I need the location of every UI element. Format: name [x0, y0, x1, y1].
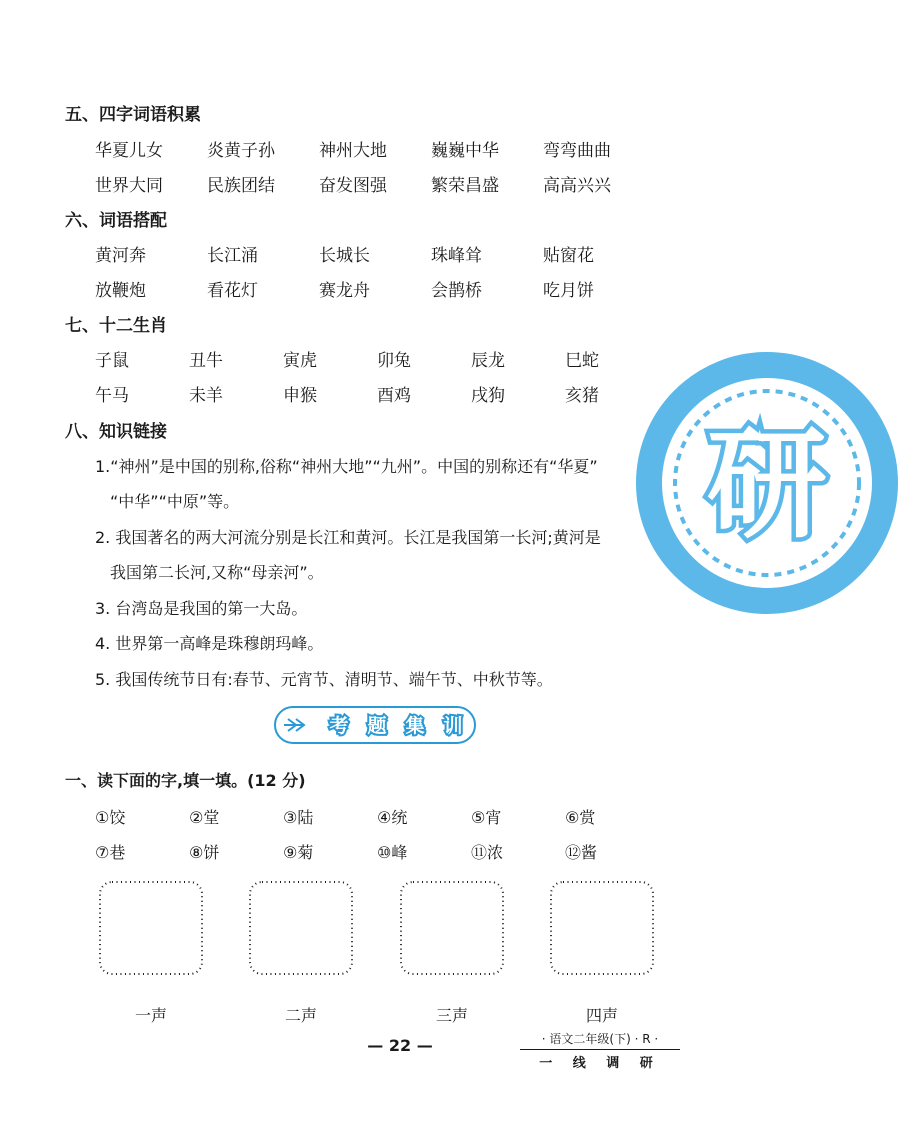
book-title: · 语文二年级(下) · R ·	[520, 1030, 680, 1050]
list-item: 未羊	[189, 386, 223, 406]
list-item: ⑤宵	[471, 808, 502, 827]
list-item: 弯弯曲曲	[543, 141, 611, 161]
s5-row-2	[95, 171, 655, 196]
exam-practice-banner	[274, 706, 476, 744]
answer-box-2[interactable]	[248, 880, 354, 976]
tone-label-1: 一声	[134, 1006, 167, 1025]
list-item: 世界大同	[95, 176, 163, 196]
list-item: 丑牛	[189, 351, 223, 371]
list-item: 看花灯	[207, 281, 258, 301]
banner-char: 训	[443, 715, 463, 737]
list-item: 华夏儿女	[95, 141, 163, 161]
answer-box-3[interactable]	[399, 880, 505, 976]
page-number: — 22 —	[367, 1036, 433, 1055]
list-item: ①饺	[95, 808, 126, 827]
watermark-char: 研	[707, 416, 827, 555]
knowledge-item-4: 4. 世界第一高峰是珠穆朗玛峰。	[95, 634, 324, 653]
list-item: 放鞭炮	[95, 281, 146, 301]
list-item: ⑥赏	[565, 808, 596, 827]
knowledge-item-3: 3. 台湾岛是我国的第一大岛。	[95, 599, 308, 618]
list-item: 珠峰耸	[431, 246, 482, 266]
knowledge-item-2-cont: 我国第二长河,又称“母亲河”。	[110, 563, 324, 582]
knowledge-item-2: 2. 我国著名的两大河流分别是长江和黄河。长江是我国第一长河;黄河是	[95, 528, 601, 547]
list-item: 炎黄子孙	[207, 141, 275, 161]
section-5-title: 五、四字词语积累	[65, 105, 201, 125]
knowledge-item-1: 1.“神州”是中国的别称,俗称“神州大地”“九州”。中国的别称还有“华夏”	[95, 457, 598, 476]
list-item: ④统	[377, 808, 408, 827]
list-item: 戌狗	[471, 386, 505, 406]
list-item: 会鹊桥	[431, 281, 482, 301]
list-item: 辰龙	[471, 351, 505, 371]
section-8-title: 八、知识链接	[65, 422, 167, 442]
banner-char: 考	[329, 715, 349, 737]
list-item: ⑫酱	[565, 843, 598, 862]
list-item: 巍巍中华	[431, 141, 499, 161]
list-item: 黄河奔	[95, 246, 146, 266]
knowledge-item-5: 5. 我国传统节日有:春节、元宵节、清明节、端午节、中秋节等。	[95, 670, 553, 689]
watermark-stamp	[632, 348, 902, 618]
list-item: 长城长	[319, 246, 370, 266]
list-item: 寅虎	[283, 351, 317, 371]
answer-box-1[interactable]	[98, 880, 204, 976]
list-item: 申猴	[283, 386, 317, 406]
q1-row-1	[95, 805, 659, 828]
banner-char: 题	[367, 715, 387, 737]
list-item: ⑧饼	[189, 843, 220, 862]
section-6-title: 六、词语搭配	[65, 211, 167, 231]
list-item: ②堂	[189, 808, 220, 827]
q1-row-2	[95, 840, 659, 863]
list-item: ③陆	[283, 808, 314, 827]
tone-label-2: 二声	[284, 1006, 317, 1025]
book-footer	[520, 1030, 680, 1071]
s7-row-2	[95, 381, 659, 406]
knowledge-item-1-cont: “中华”“中原”等。	[110, 492, 240, 511]
list-item: 繁荣昌盛	[431, 176, 499, 196]
section-7-title: 七、十二生肖	[65, 316, 167, 336]
banner-char: 集	[405, 715, 425, 737]
list-item: ⑦巷	[95, 843, 126, 862]
list-item: 酉鸡	[377, 386, 411, 406]
list-item: ⑪浓	[471, 843, 504, 862]
list-item: 贴窗花	[543, 246, 594, 266]
s7-row-1	[95, 346, 659, 371]
list-item: 高高兴兴	[543, 176, 611, 196]
brand-name: 一 线 调 研	[539, 1056, 661, 1071]
question-1-title: 一、读下面的字,填一填。(12 分)	[65, 771, 306, 790]
list-item: 午马	[95, 386, 129, 406]
list-item: 亥猪	[565, 386, 599, 406]
list-item: 长江涌	[207, 246, 258, 266]
list-item: 巳蛇	[565, 351, 599, 371]
list-item: ⑨菊	[283, 843, 314, 862]
list-item: ⑩峰	[377, 843, 408, 862]
list-item: 子鼠	[95, 351, 129, 371]
s6-row-1	[95, 241, 655, 266]
list-item: 赛龙舟	[319, 281, 370, 301]
list-item: 奋发图强	[319, 176, 387, 196]
s6-row-2	[95, 276, 655, 301]
answer-box-4[interactable]	[549, 880, 655, 976]
tone-label-4: 四声	[585, 1006, 618, 1025]
list-item: 卯兔	[377, 351, 411, 371]
list-item: 神州大地	[319, 141, 387, 161]
tone-label-3: 三声	[435, 1006, 468, 1025]
s5-row-1	[95, 136, 655, 161]
list-item: 民族团结	[207, 176, 275, 196]
list-item: 吃月饼	[543, 281, 594, 301]
